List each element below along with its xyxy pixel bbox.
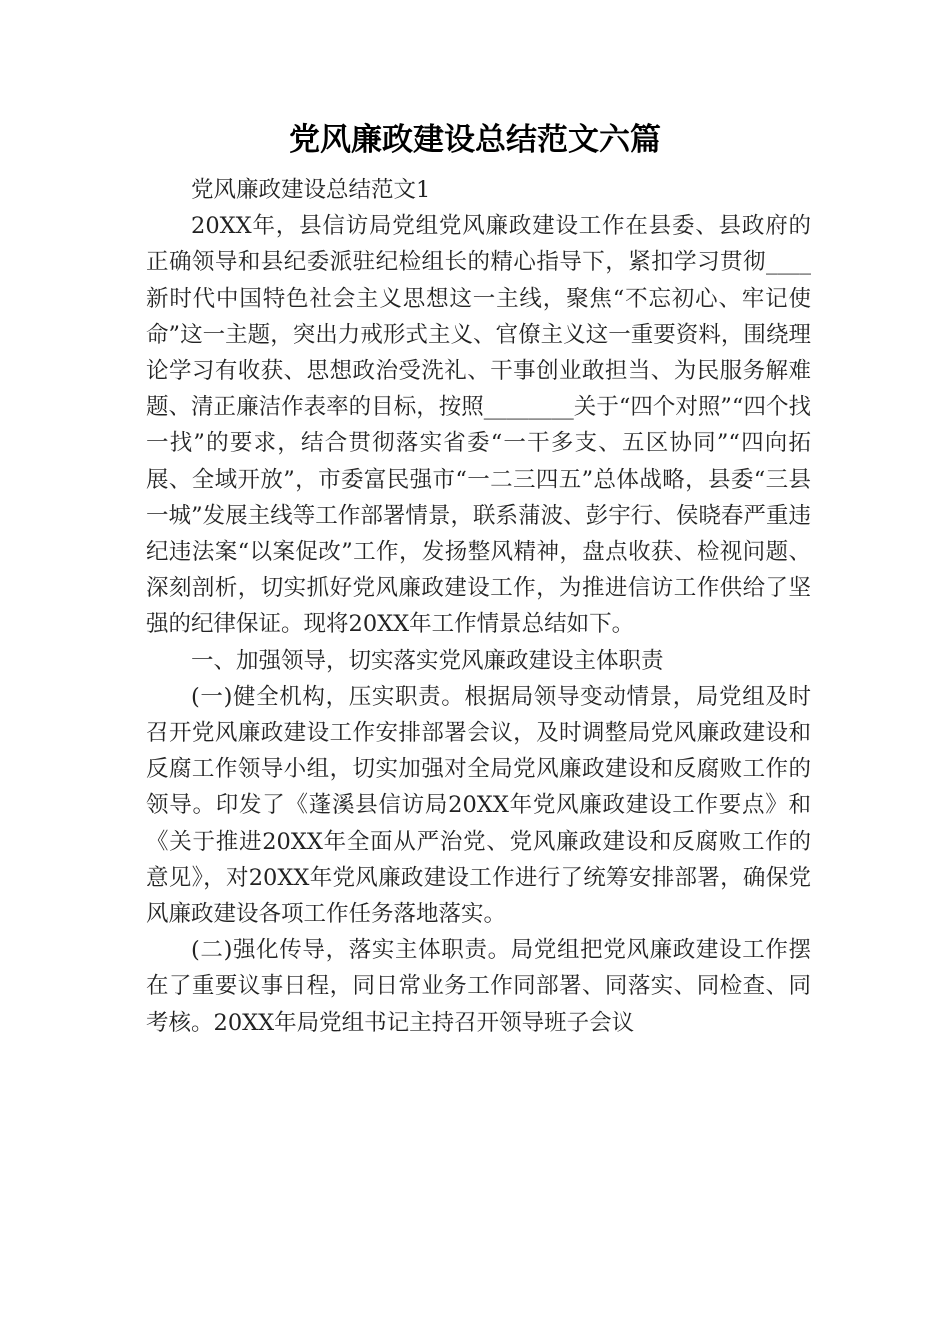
document-title: 党风廉政建设总结范文六篇 <box>289 122 661 158</box>
section-heading: 一、加强领导，切实落实党风廉政建设主体职责 <box>191 647 664 674</box>
body-paragraph: (二)强化传导，落实主体职责。局党组把党风廉政建设工作摆在了重要议事日程，同日常业务工作同部署、同落实、同检查、同考核。20XX年局党组书记主持召开领导班子会议 <box>146 937 811 1036</box>
document-body <box>146 172 811 1041</box>
intro-paragraph: 20XX年，县信访局党组党风廉政建设工作在县委、县政府的正确领导和县纪委派驻纪检组长的精心指导下，紧扣学习贯彻____新时代中国特色社会主义思想这一主线，聚焦“不忘初心、牢记使命”这一主题，突出力戒形式主义、官僚主义这一重要资料，围绕理论学习有收获、思想政治受洗礼、干事创业敢担当、为民服务解难题、清正廉洁作表率的目标，按照________关于“四个对照”“四个找一找”的要求，结合贯彻落实省委“一干多支、五区协同”“四向拓展、全域开放”，市委富民强市“一二三四五”总体战略，县委“三县一城”发展主线等工作部署情景，联系蒲波、彭宇行、侯晓春严重违纪违法案“以案促改”工作，发扬整风精神，盘点收获、检视问题、深刻剖析，切实抓好党风廉政建设工作，为推进信访工作供给了坚强的纪律保证。现将20XX年工作情景总结如下。 <box>146 213 811 638</box>
body-paragraph: (一)健全机构，压实职责。根据局领导变动情景，局党组及时召开党风廉政建设工作安排部署会议，及时调整局党风廉政建设和反腐工作领导小组，切实加强对全局党风廉政建设和反腐败工作的领导。印发了《蓬溪县信访局20XX年党风廉政建设工作要点》和《关于推进20XX年全面从严治党、党风廉政建设和反腐败工作的意见》，对20XX年党风廉政建设工作进行了统筹安排部署，确保党风廉政建设各项工作任务落地落实。 <box>146 683 811 928</box>
subtitle-paragraph: 党风廉政建设总结范文1 <box>191 177 431 203</box>
